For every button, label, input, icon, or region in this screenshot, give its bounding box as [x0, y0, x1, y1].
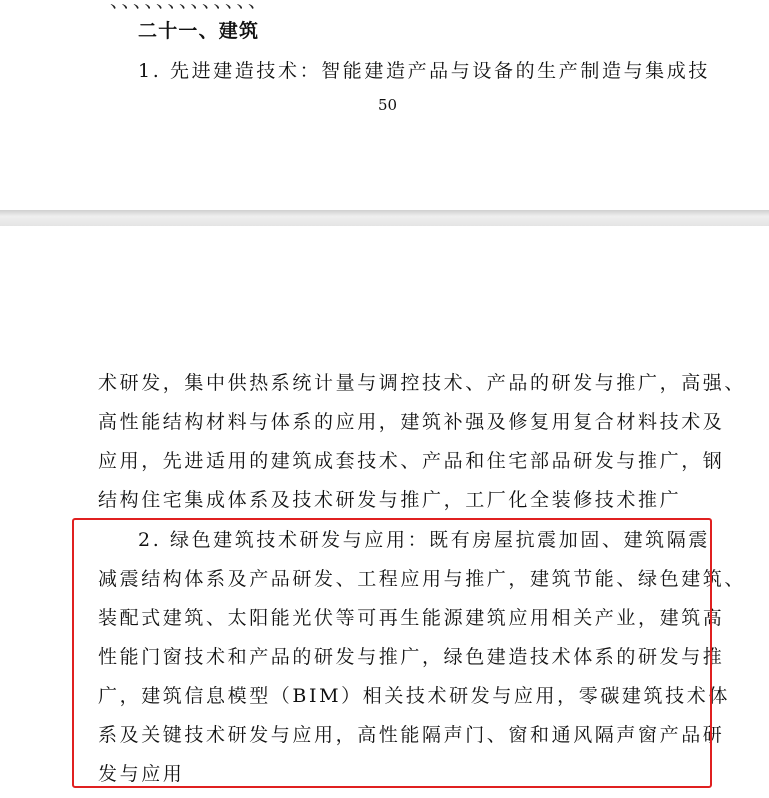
- page-number: 50: [378, 96, 398, 114]
- paragraph-line: 应用，先进适用的建筑成套技术、产品和住宅部品研发与推广，钢: [98, 450, 725, 472]
- highlight-box: [72, 518, 712, 788]
- item2-line: 减震结构体系及产品研发、工程应用与推广，建筑节能、绿色建筑、: [98, 568, 747, 590]
- paragraph-line: 术研发，集中供热系统计量与调控技术、产品的研发与推广，高强、: [98, 372, 747, 394]
- item2-line: 广，建筑信息模型（BIM）相关技术研发与应用，零碳建筑技术体: [98, 685, 730, 707]
- item2-line: 2. 绿色建筑技术研发与应用：既有房屋抗震加固、建筑隔震: [138, 529, 710, 551]
- section-heading: 二十一、建筑: [138, 20, 260, 42]
- item2-line: 系及关键技术研发与应用，高性能隔声门、窗和通风隔声窗产品研: [98, 724, 725, 746]
- item2-line: 发与应用: [98, 763, 185, 785]
- item2-line: 性能门窗技术和产品的研发与推广，绿色建造技术体系的研发与推: [98, 646, 725, 668]
- page-separator: [0, 210, 769, 226]
- item1-first-line: 1. 先进建造技术：智能建造产品与设备的生产制造与集成技: [138, 60, 710, 82]
- item2-line: 装配式建筑、太阳能光伏等可再生能源建筑应用相关产业，建筑高: [98, 607, 725, 629]
- document-page-top: [0, 0, 769, 210]
- paragraph-line: 结构住宅集成体系及技术研发与推广，工厂化全装修技术推广: [98, 489, 682, 511]
- clipped-text: 、、、、、、、、、、、、、: [110, 0, 270, 12]
- paragraph-line: 高性能结构材料与体系的应用，建筑补强及修复用复合材料技术及: [98, 411, 725, 433]
